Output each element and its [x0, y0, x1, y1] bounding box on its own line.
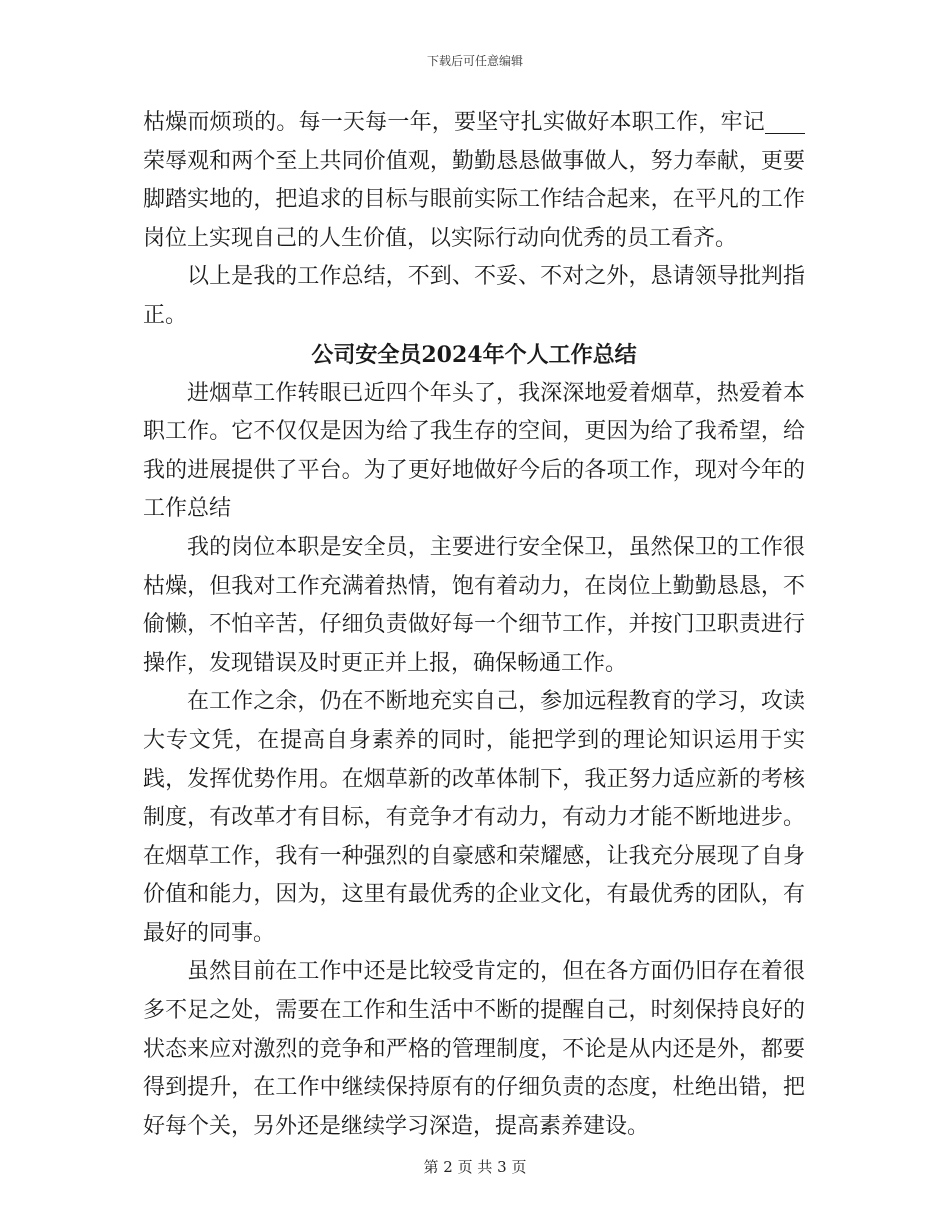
paragraph: 我的岗位本职是安全员，主要进行安全保卫，虽然保卫的工作很枯燥，但我对工作充满着热情，饱有着动力，在岗位上勤勤恳恳，不偷懒，不怕辛苦，仔细负责做好每一个细节工作，并按门卫职责进行操作，发现错误及时更正并上报，确保畅通工作。: [143, 534, 805, 676]
paragraph-continued: [143, 104, 805, 258]
section-title: 公司安全员2024年个人工作总结: [311, 341, 637, 368]
page-number: 第 2 页 共 3 页: [423, 1158, 527, 1176]
paragraph-text: 荣辱观和两个至上共同价值观，勤勤恳恳做事做人，努力奉献，更要脚踏实地的，把追求的目标与眼前实际工作结合起来，在平凡的工作岗位上实现自己的人生价值，以实际行动向优秀的员工看齐。: [143, 148, 805, 251]
fill-in-blank: [765, 111, 805, 134]
paragraph-text: 枯燥而烦琐的。每一天每一年，要坚守扎实做好本职工作，牢记: [143, 110, 765, 135]
document-body: [143, 104, 805, 1146]
paragraph: 进烟草工作转眼已近四个年头了，我深深地爱着烟草，热爱着本职工作。它不仅仅是因为给了我生存的空间，更因为给了我希望，给我的进展提供了平台。为了更好地做好今后的各项工作，现对今年的工作总结: [143, 380, 805, 522]
paragraph: 在工作之余，仍在不断地充实自己，参加远程教育的学习，攻读大专文凭，在提高自身素养的同时，能把学到的理论知识运用于实践，发挥优势作用。在烟草新的改革体制下，我正努力适应新的考核制度，有改革才有目标，有竞争才有动力，有动力才能不断地进步。在烟草工作，我有一种强烈的自豪感和荣耀感，让我充分展现了自身价值和能力，因为，这里有最优秀的企业文化，有最优秀的团队，有最好的同事。: [143, 689, 805, 946]
page-header: 下载后可任意编辑: [426, 54, 523, 68]
paragraph: 虽然目前在工作中还是比较受肯定的，但在各方面仍旧存在着很多不足之处，需要在工作和生活中不断的提醒自己，时刻保持良好的状态来应对激烈的竞争和严格的管理制度，不论是从内还是外，都要得到提升，在工作中继续保持原有的仔细负责的态度，杜绝出错，把好每个关，另外还是继续学习深造，提高素养建设。: [143, 959, 805, 1139]
paragraph: 以上是我的工作总结，不到、不妥、不对之外，恳请领导批判指正。: [143, 264, 805, 328]
